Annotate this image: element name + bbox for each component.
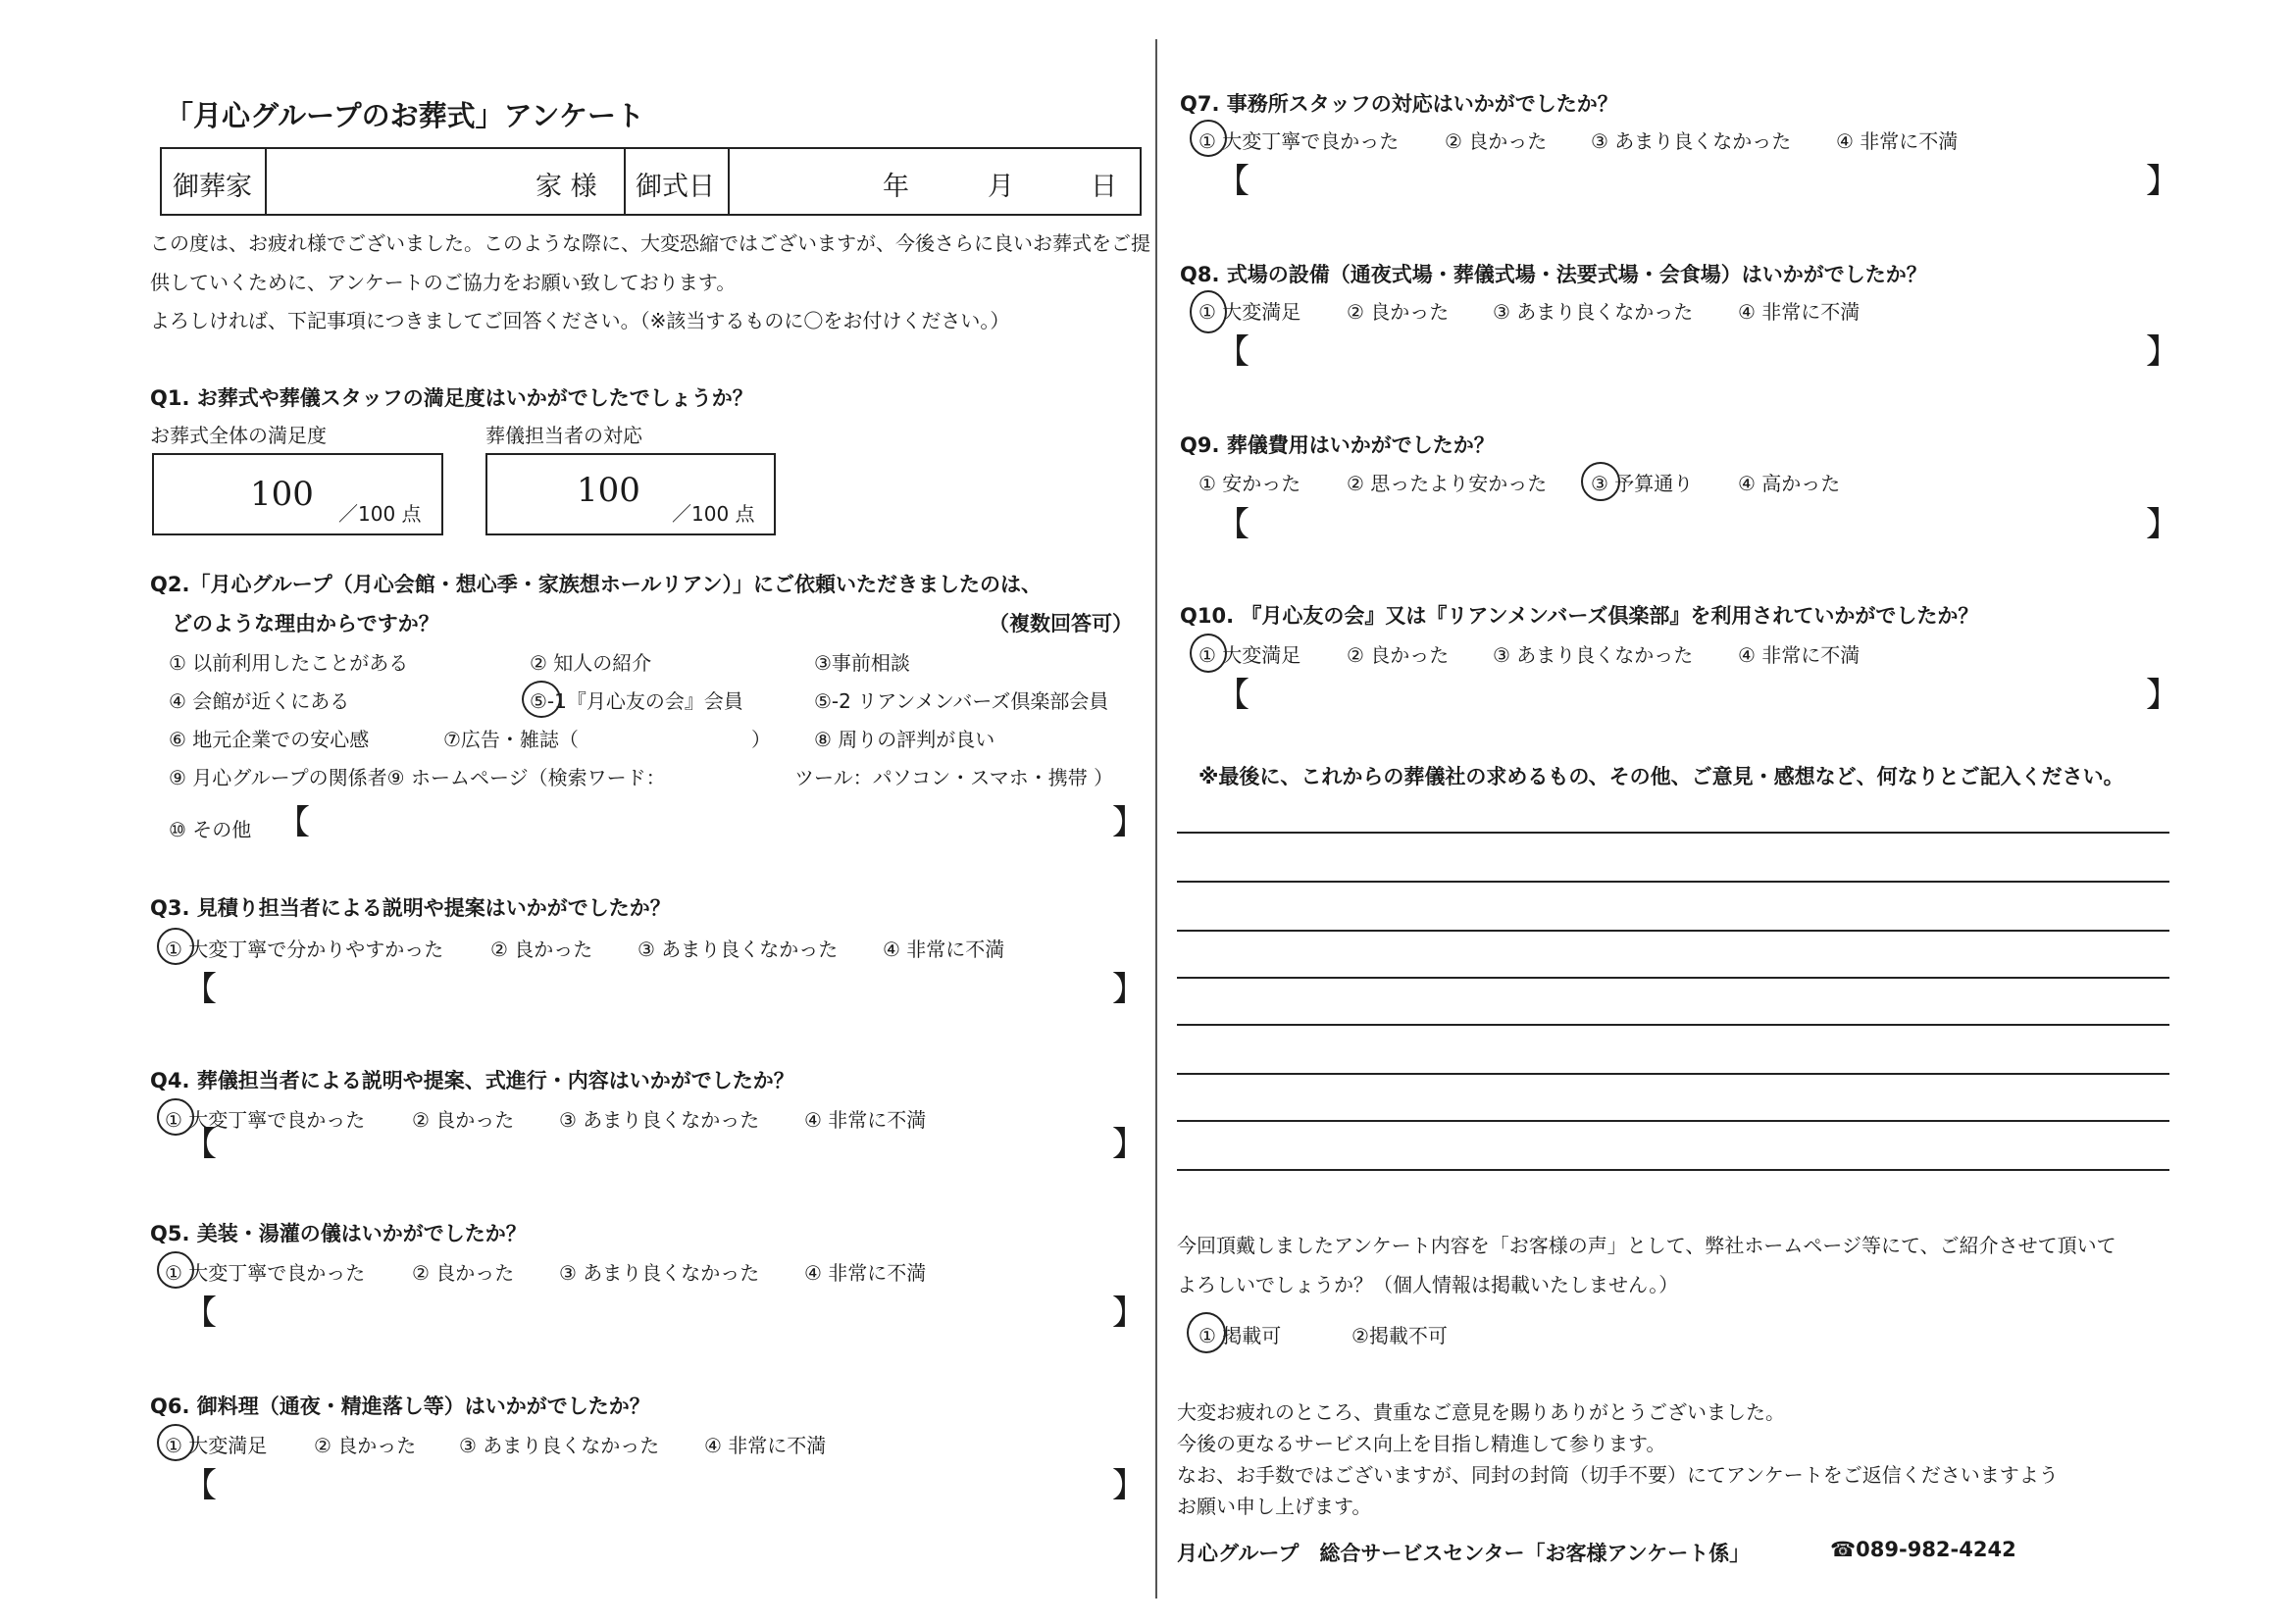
publish-option-1[interactable]: ① 掲載可 [1198, 1324, 1282, 1347]
q5-question: Q5. 美装・湯灌の儀はいかがでしたか？ [150, 1222, 527, 1245]
date-day: 日 [1091, 172, 1117, 202]
q4-question: Q4. 葬儀担当者による説明や提案、式進行・内容はいかがでしたか？ [150, 1069, 794, 1092]
publish-line-1: 今回頂戴しましたアンケート内容を「お客様の声」として、弊社ホームページ等にて、ご紹介させて頂いて [1177, 1234, 2116, 1257]
q10-selected-circle [1190, 634, 1227, 673]
q4-option-4[interactable]: ④ 非常に不満 [804, 1108, 927, 1132]
intro-line-2: 供していくために、アンケートのご協力をお願い致しております。 [150, 271, 737, 294]
q6-option-3[interactable]: ③ あまり良くなかった [459, 1434, 660, 1457]
q2-selected-circle [522, 681, 561, 718]
comment-line [1177, 930, 2169, 932]
q3-option-2[interactable]: ② 良かった [490, 938, 593, 961]
q3-option-3[interactable]: ③ あまり良くなかった [637, 938, 839, 961]
comment-line [1177, 1024, 2169, 1026]
thanks-line-4: お願い申し上げます。 [1177, 1495, 1372, 1518]
q2-option-1[interactable]: ① 以前利用したことがある [169, 651, 409, 675]
q8-bracket-close: 】 [2146, 332, 2179, 372]
q7-option-4[interactable]: ④ 非常に不満 [1836, 129, 1959, 153]
q6-option-4[interactable]: ④ 非常に不満 [704, 1434, 827, 1457]
q2-question-1: Q2.「月心グループ（月心会館・想心季・家族想ホールリアン）」にご依頼いただきましたのは、 [150, 573, 1042, 596]
publish-option-2[interactable]: ②掲載不可 [1351, 1324, 1448, 1347]
q7-bracket-close: 】 [2146, 162, 2179, 201]
q2-question-2: どのような理由からですか？ [172, 612, 439, 635]
q8-selected-circle [1190, 290, 1227, 333]
column-divider [1155, 39, 1157, 1599]
footer-org: 月心グループ 総合サービスセンター「お客様アンケート係」 [1177, 1542, 1751, 1565]
footer-phone: ☎089-982-4242 [1830, 1538, 2016, 1561]
q6-bracket-open: 【 [183, 1466, 217, 1505]
q10-option-1[interactable]: ① 大変満足 [1198, 643, 1301, 667]
q9-option-2[interactable]: ② 思ったより安かった [1347, 472, 1548, 495]
q2-note: （複数回答可） [989, 612, 1133, 635]
publish-line-2: よろしいでしょうか？（個人情報は掲載いたしません。） [1177, 1273, 1679, 1296]
q6-question: Q6. 御料理（通夜・精進落し等）はいかがでしたか？ [150, 1395, 650, 1418]
date-month: 月 [988, 172, 1014, 202]
q6-option-2[interactable]: ② 良かった [314, 1434, 417, 1457]
q10-option-4[interactable]: ④ 非常に不満 [1738, 643, 1861, 667]
q2-option-5-1[interactable]: ⑤-1『月心友の会』会員 [530, 689, 743, 713]
q7-option-3[interactable]: ③ あまり良くなかった [1591, 129, 1792, 153]
comment-line [1177, 1120, 2169, 1122]
q4-bracket-open: 【 [183, 1125, 217, 1164]
q2-option-2[interactable]: ② 知人の紹介 [530, 651, 652, 675]
q8-question: Q8. 式場の設備（通夜式場・葬儀式場・法要式場・会食場）はいかがでしたか？ [1180, 263, 1927, 286]
q9-option-3[interactable]: ③ 予算通り [1591, 472, 1694, 495]
q3-question: Q3. 見積り担当者による説明や提案はいかがでしたか？ [150, 896, 671, 920]
q9-question: Q9. 葬儀費用はいかがでしたか？ [1180, 433, 1495, 457]
q2-option-7[interactable]: ⑦広告・雑誌（ [443, 728, 579, 751]
q3-bracket-close: 】 [1112, 970, 1146, 1009]
comment-line [1177, 1169, 2169, 1171]
comment-line [1177, 1073, 2169, 1075]
q2-bracket-open: 【 [277, 803, 310, 842]
q2-option-6[interactable]: ⑥ 地元企業での安心感 [169, 728, 370, 751]
comment-line [1177, 881, 2169, 883]
comment-line [1177, 977, 2169, 979]
q2-option-9-tool[interactable]: ツール：パソコン・スマホ・携帯 ） [794, 766, 1114, 789]
q1-score-staff: 100 [577, 471, 640, 510]
page-title: 「月心グループのお葬式」アンケート [165, 99, 644, 132]
q9-option-1[interactable]: ① 安かった [1198, 472, 1301, 495]
publish-selected-circle [1187, 1312, 1226, 1353]
q2-option-10[interactable]: ⑩ その他 [169, 818, 252, 841]
date-label: 御式日 [636, 172, 715, 202]
q2-option-9[interactable]: ⑨ 月心グループの関係者⑨ ホームページ（検索ワード： [169, 766, 666, 789]
thanks-line-2: 今後の更なるサービス向上を目指し精進して参ります。 [1177, 1432, 1666, 1455]
q1-label-staff: 葬儀担当者の対応 [485, 424, 642, 447]
family-label: 御葬家 [173, 172, 252, 202]
q5-selected-circle [157, 1251, 194, 1289]
q9-bracket-close: 】 [2146, 505, 2179, 544]
q7-bracket-open: 【 [1216, 162, 1249, 201]
date-year: 年 [883, 172, 909, 202]
q3-bracket-open: 【 [183, 970, 217, 1009]
q8-option-4[interactable]: ④ 非常に不満 [1738, 300, 1861, 324]
q4-option-3[interactable]: ③ あまり良くなかった [559, 1108, 760, 1132]
q5-option-2[interactable]: ② 良かった [412, 1261, 515, 1285]
q6-bracket-close: 】 [1112, 1466, 1146, 1505]
q1-unit-overall: ／100 点 [338, 502, 422, 526]
thanks-line-1: 大変お疲れのところ、貴重なご意見を賜りありがとうございました。 [1177, 1400, 1785, 1424]
q2-bracket-close: 】 [1112, 803, 1146, 842]
comment-line [1177, 832, 2169, 834]
q10-option-3[interactable]: ③ あまり良くなかった [1493, 643, 1694, 667]
q1-question: Q1. お葬式や葬儀スタッフの満足度はいかがでしたでしょうか？ [150, 386, 753, 410]
q6-selected-circle [157, 1424, 194, 1461]
q10-option-2[interactable]: ② 良かった [1347, 643, 1450, 667]
q6-option-1[interactable]: ① 大変満足 [165, 1434, 268, 1457]
q2-option-8[interactable]: ⑧ 周りの評判が良い [814, 728, 995, 751]
thanks-line-3: なお、お手数ではございますが、同封の封筒（切手不要）にてアンケートをご返信くださいますよう [1177, 1463, 2059, 1487]
q2-option-3[interactable]: ③事前相談 [814, 651, 910, 675]
q4-option-1[interactable]: ① 大変丁寧で良かった [165, 1108, 366, 1132]
q2-option-7-close: ） [751, 728, 771, 751]
q1-unit-staff: ／100 点 [672, 502, 755, 526]
q9-option-4[interactable]: ④ 高かった [1738, 472, 1841, 495]
q2-option-5-2[interactable]: ⑤-2 リアンメンバーズ倶楽部会員 [814, 689, 1109, 713]
q9-bracket-open: 【 [1216, 505, 1249, 544]
q2-option-4[interactable]: ④ 会館が近くにある [169, 689, 350, 713]
q5-option-1[interactable]: ① 大変丁寧で良かった [165, 1261, 366, 1285]
q3-option-1[interactable]: ① 大変丁寧で分かりやすかった [165, 938, 444, 961]
q8-option-2[interactable]: ② 良かった [1347, 300, 1450, 324]
q10-bracket-open: 【 [1216, 676, 1249, 715]
q9-selected-circle [1581, 462, 1620, 501]
q7-option-2[interactable]: ② 良かった [1445, 129, 1548, 153]
q7-question: Q7. 事務所スタッフの対応はいかがでしたか？ [1180, 92, 1618, 116]
q5-bracket-open: 【 [183, 1294, 217, 1333]
q5-option-4[interactable]: ④ 非常に不満 [804, 1261, 927, 1285]
intro-line-3: よろしければ、下記事項につきましてご回答ください。（※該当するものに〇をお付けください。） [150, 309, 1010, 332]
q3-selected-circle [157, 928, 194, 965]
q4-option-2[interactable]: ② 良かった [412, 1108, 515, 1132]
q3-option-4[interactable]: ④ 非常に不満 [883, 938, 1005, 961]
intro-line-1: この度は、お疲れ様でございました。このような際に、大変恐縮ではございますが、今後さらに良いお葬式をご提 [150, 231, 1150, 255]
q7-option-1[interactable]: ① 大変丁寧で良かった [1198, 129, 1400, 153]
q8-option-1[interactable]: ① 大変満足 [1198, 300, 1301, 324]
q10-question: Q10. 『月心友の会』又は『リアンメンバーズ倶楽部』を利用されていかがでしたか？ [1180, 604, 1979, 628]
q1-label-overall: お葬式全体の満足度 [150, 424, 327, 447]
q5-option-3[interactable]: ③ あまり良くなかった [559, 1261, 760, 1285]
q8-bracket-open: 【 [1216, 332, 1249, 372]
q8-option-3[interactable]: ③ あまり良くなかった [1493, 300, 1694, 324]
family-suffix: 家 様 [535, 172, 597, 202]
q4-bracket-close: 】 [1112, 1125, 1146, 1164]
q1-score-overall: 100 [250, 475, 314, 514]
q7-selected-circle [1190, 120, 1227, 157]
q10-bracket-close: 】 [2146, 676, 2179, 715]
q5-bracket-close: 】 [1112, 1294, 1146, 1333]
final-prompt: ※最後に、これからの葬儀社の求めるもの、その他、ご意見・感想など、何なりとご記入ください。 [1198, 765, 2124, 788]
